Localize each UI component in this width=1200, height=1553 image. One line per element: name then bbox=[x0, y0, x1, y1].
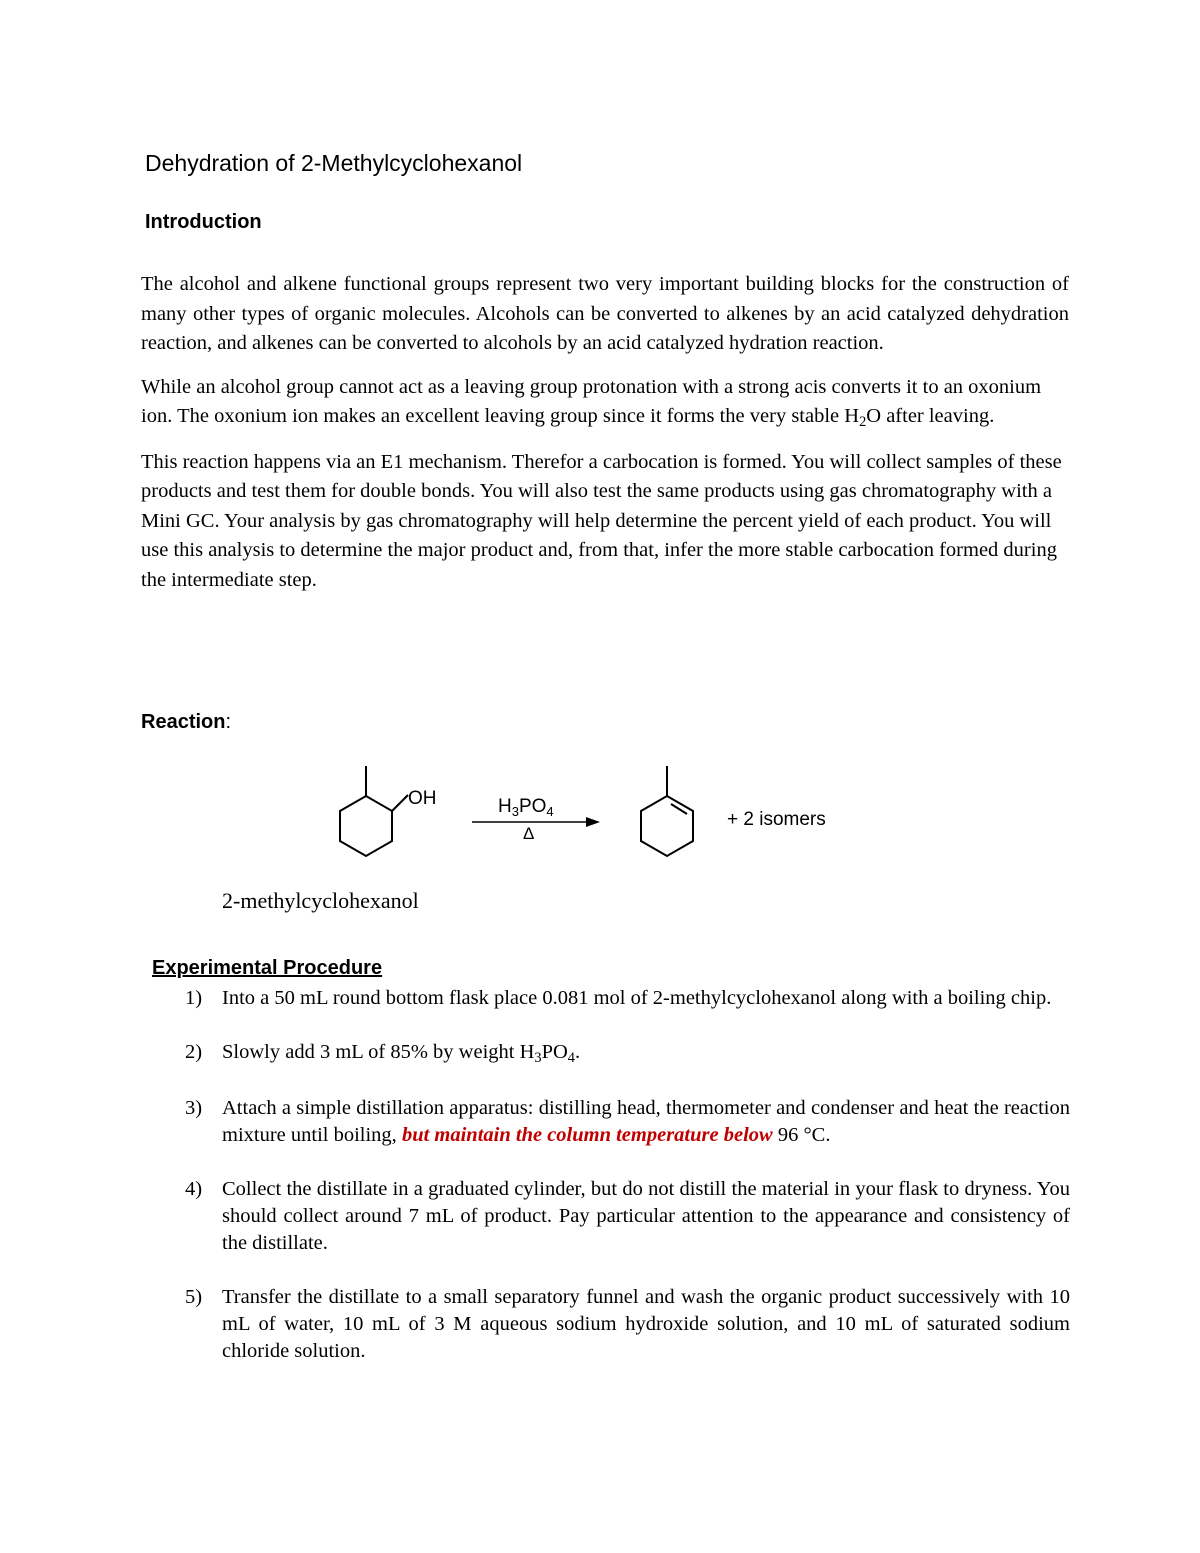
reaction-scheme bbox=[320, 760, 880, 870]
heat-symbol: Δ bbox=[523, 824, 535, 843]
procedure-step-1: 1) Into a 50 mL round bottom flask place 0.081 mol of 2-methylcyclohexanol along with a boiling chip. bbox=[185, 987, 1052, 1009]
product-structure bbox=[641, 766, 693, 856]
reagent-label: $H_3PO_4$ bbox=[498, 796, 554, 819]
procedure-step-2: 2) Slowly add 3 mL of 85% by weight $H_3PO_4$. bbox=[185, 1041, 581, 1067]
procedure-steps bbox=[185, 985, 1070, 1392]
procedure-heading: Experimental Procedure bbox=[152, 957, 383, 979]
procedure-step-5: 5) Transfer the distillate to a small separatory funnel and wash the organic product successively with 10 mL of water, 10 mL of 3 M aqueous sodium hydroxide solution, and 10 mL of saturated sodium chloride solution. bbox=[185, 1286, 1070, 1362]
reaction-arrow-head bbox=[586, 817, 600, 827]
intro-paragraph-3: This reaction happens via an E1 mechanism. Therefor a carbocation is formed. You will collect samples of these products and test them for double bonds. You will also test the same products using gas chromatography with a Mini GC. Your analysis by gas chromatography will help determine the percent yield of each product. You will use this analysis to determine the major product and, from that, infer the more stable carbocation formed during the intermediate step. bbox=[141, 450, 1062, 591]
reaction-label: Reaction: bbox=[141, 711, 232, 733]
temperature-warning: but maintain the column temperature below bbox=[401, 1124, 773, 1146]
procedure-step-4: 4) Collect the distillate in a graduated cylinder, but do not distill the material in your flask to dryness. You should collect around 7 mL of product. Pay particular attention to the appearance and consistency of the distillate. bbox=[185, 1178, 1070, 1254]
intro-paragraph-1: The alcohol and alkene functional groups represent two very important building blocks for the construction of many other types of organic molecules. Alcohols can be converted to alkenes by an acid catalyzed dehydration reaction, and alkenes can be converted to alcohols by an acid catalyzed hydration reaction. bbox=[141, 273, 1069, 354]
procedure-step-3: 3) Attach a simple distillation apparatus: distilling head, thermometer and condenser and heat the reaction mixture until boiling, but maintain the column temperature below 96 °C. bbox=[185, 1097, 1070, 1146]
page-title: Dehydration of 2-Methylcyclohexanol bbox=[145, 150, 523, 176]
reactant-structure bbox=[340, 766, 408, 856]
molecule-name-caption: 2-methylcyclohexanol bbox=[222, 888, 419, 913]
product-isomers-label: + 2 isomers bbox=[727, 809, 826, 830]
intro-paragraph-2: While an alcohol group cannot act as a leaving group protonation with a strong acis converts it to an oxonium ion. The oxonium ion makes an excellent leaving group since it forms the very stable $H_2O$ after leaving. bbox=[141, 375, 1042, 431]
introduction-body bbox=[141, 270, 1069, 609]
hydroxyl-label: OH bbox=[408, 788, 437, 809]
introduction-heading: Introduction bbox=[145, 211, 262, 233]
